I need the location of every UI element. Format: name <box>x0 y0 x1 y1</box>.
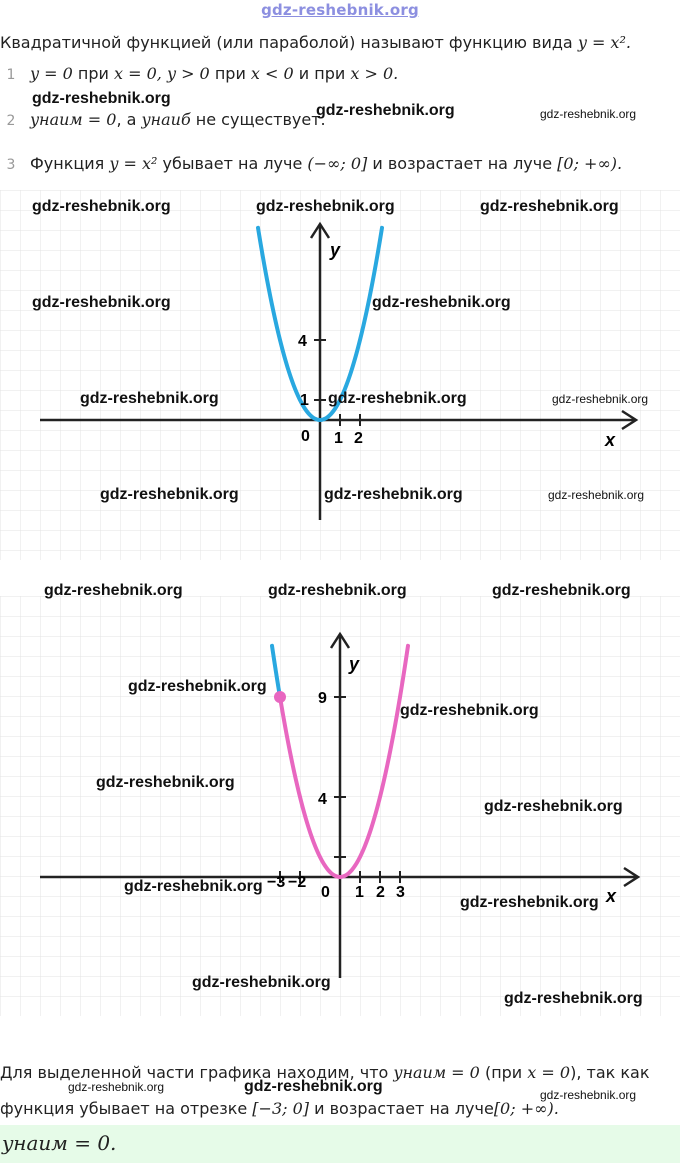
property-1 <box>0 63 398 86</box>
p2-formula-a: yнаим = 0 <box>30 110 117 129</box>
watermark: gdz-reshebnik.org <box>540 1088 637 1102</box>
watermark: gdz-reshebnik.org <box>256 198 395 215</box>
intro-definition <box>0 32 631 54</box>
p1-text-d: при <box>209 64 251 83</box>
graph-parabola <box>0 190 680 560</box>
watermark: gdz-reshebnik.org <box>44 582 183 599</box>
watermark: gdz-reshebnik.org <box>268 582 407 599</box>
c1-text-a: Для выделенной части графика находим, что <box>0 1063 394 1082</box>
property-3-number: 3 <box>6 157 16 173</box>
watermark: gdz-reshebnik.org <box>192 974 331 991</box>
c1-formula-b: yнаим = 0 <box>393 1063 480 1082</box>
c2-text-a: функция убывает на отрезке <box>0 1099 253 1118</box>
watermark: gdz-reshebnik.org <box>68 1080 165 1094</box>
p1-text-f: и при <box>293 64 351 83</box>
p3-formula-d: (−∞; 0] <box>307 154 368 173</box>
p1-formula-g: x > 0. <box>350 64 399 83</box>
property-3 <box>0 153 622 176</box>
watermark: gdz-reshebnik.org <box>492 582 631 599</box>
watermark: gdz-reshebnik.org <box>32 90 171 107</box>
watermark: gdz-reshebnik.org <box>484 798 623 815</box>
y-tick-label-4: 4 <box>318 791 327 808</box>
segment-endpoint-marker <box>274 691 286 703</box>
watermark: gdz-reshebnik.org <box>552 392 649 406</box>
definition-formula: y = x². <box>577 33 631 52</box>
watermark: gdz-reshebnik.org <box>316 102 455 119</box>
definition-text: Квадратичной функцией (или параболой) называют функцию вида <box>0 33 578 52</box>
watermark: gdz-reshebnik.org <box>504 990 643 1007</box>
property-2-number: 2 <box>6 113 16 129</box>
origin-label: 0 <box>321 884 330 901</box>
c1-text-e: ), так как <box>570 1063 650 1082</box>
p1-text-b: при <box>72 64 114 83</box>
watermark: gdz-reshebnik.org <box>540 107 637 121</box>
c2-formula-b: [−3; 0] <box>252 1099 310 1118</box>
p2-text-b: , а <box>116 110 142 129</box>
y-tick-label-9: 9 <box>318 690 327 707</box>
p1-formula-a: y = 0 <box>30 64 73 83</box>
p2-formula-c: yнаиб <box>141 110 191 129</box>
watermark: gdz-reshebnik.org <box>372 294 511 311</box>
p3-text-e: и возрастает на луче <box>367 154 558 173</box>
p3-text-c: убывает на луче <box>157 154 308 173</box>
watermark: gdz-reshebnik.org <box>328 390 467 407</box>
x-tick-label-3: 3 <box>396 884 405 901</box>
y-tick-label-1: 1 <box>300 392 309 409</box>
watermark: gdz-reshebnik.org <box>244 1078 383 1095</box>
y-tick-label-4: 4 <box>298 333 307 350</box>
c1-text-c: (при <box>479 1063 528 1082</box>
watermark: gdz-reshebnik.org <box>32 294 171 311</box>
x-axis-label: x <box>606 886 617 906</box>
y-axis-label: y <box>330 240 341 260</box>
site-header <box>0 0 680 19</box>
x-axis-label: x <box>605 430 616 450</box>
x-tick-label-1: 1 <box>334 430 343 447</box>
watermark: gdz-reshebnik.org <box>460 894 599 911</box>
watermark: gdz-reshebnik.org <box>80 390 219 407</box>
conclusion-line-2 <box>0 1098 559 1120</box>
property-1-number: 1 <box>6 67 16 83</box>
x-tick-label-1: 1 <box>355 884 364 901</box>
answer-box <box>0 1125 680 1163</box>
watermark: gdz-reshebnik.org <box>400 702 539 719</box>
p1-formula-c: x = 0, y > 0 <box>113 64 210 83</box>
c1-formula-d: x = 0 <box>527 1063 571 1082</box>
p3-text-a: Функция <box>30 154 110 173</box>
watermark: gdz-reshebnik.org <box>96 774 235 791</box>
site-link[interactable]: gdz-reshebnik.org <box>261 1 419 19</box>
origin-label: 0 <box>301 428 310 445</box>
watermark: gdz-reshebnik.org <box>124 878 263 895</box>
p1-formula-e: x < 0 <box>250 64 294 83</box>
p3-formula-f: [0; +∞). <box>557 154 623 173</box>
watermark: gdz-reshebnik.org <box>100 486 239 503</box>
p2-text-d: не существует. <box>190 110 326 129</box>
watermark: gdz-reshebnik.org <box>480 198 619 215</box>
property-2 <box>0 109 326 132</box>
x-tick-label-2: 2 <box>376 884 385 901</box>
watermark: gdz-reshebnik.org <box>548 488 645 502</box>
p3-formula-b: y = x² <box>109 154 158 173</box>
c2-text-c: и возрастает на луче <box>309 1099 494 1118</box>
watermark: gdz-reshebnik.org <box>324 486 463 503</box>
watermark: gdz-reshebnik.org <box>32 198 171 215</box>
x-tick-label-neg2: −2 <box>288 874 307 891</box>
x-tick-label-neg3: −3 <box>267 874 286 891</box>
answer-formula: yнаим = 0. <box>2 1131 117 1155</box>
y-axis-label: y <box>349 654 360 674</box>
watermark: gdz-reshebnik.org <box>128 678 267 695</box>
c2-formula-d: [0; +∞). <box>493 1099 559 1118</box>
x-tick-label-2: 2 <box>354 430 363 447</box>
